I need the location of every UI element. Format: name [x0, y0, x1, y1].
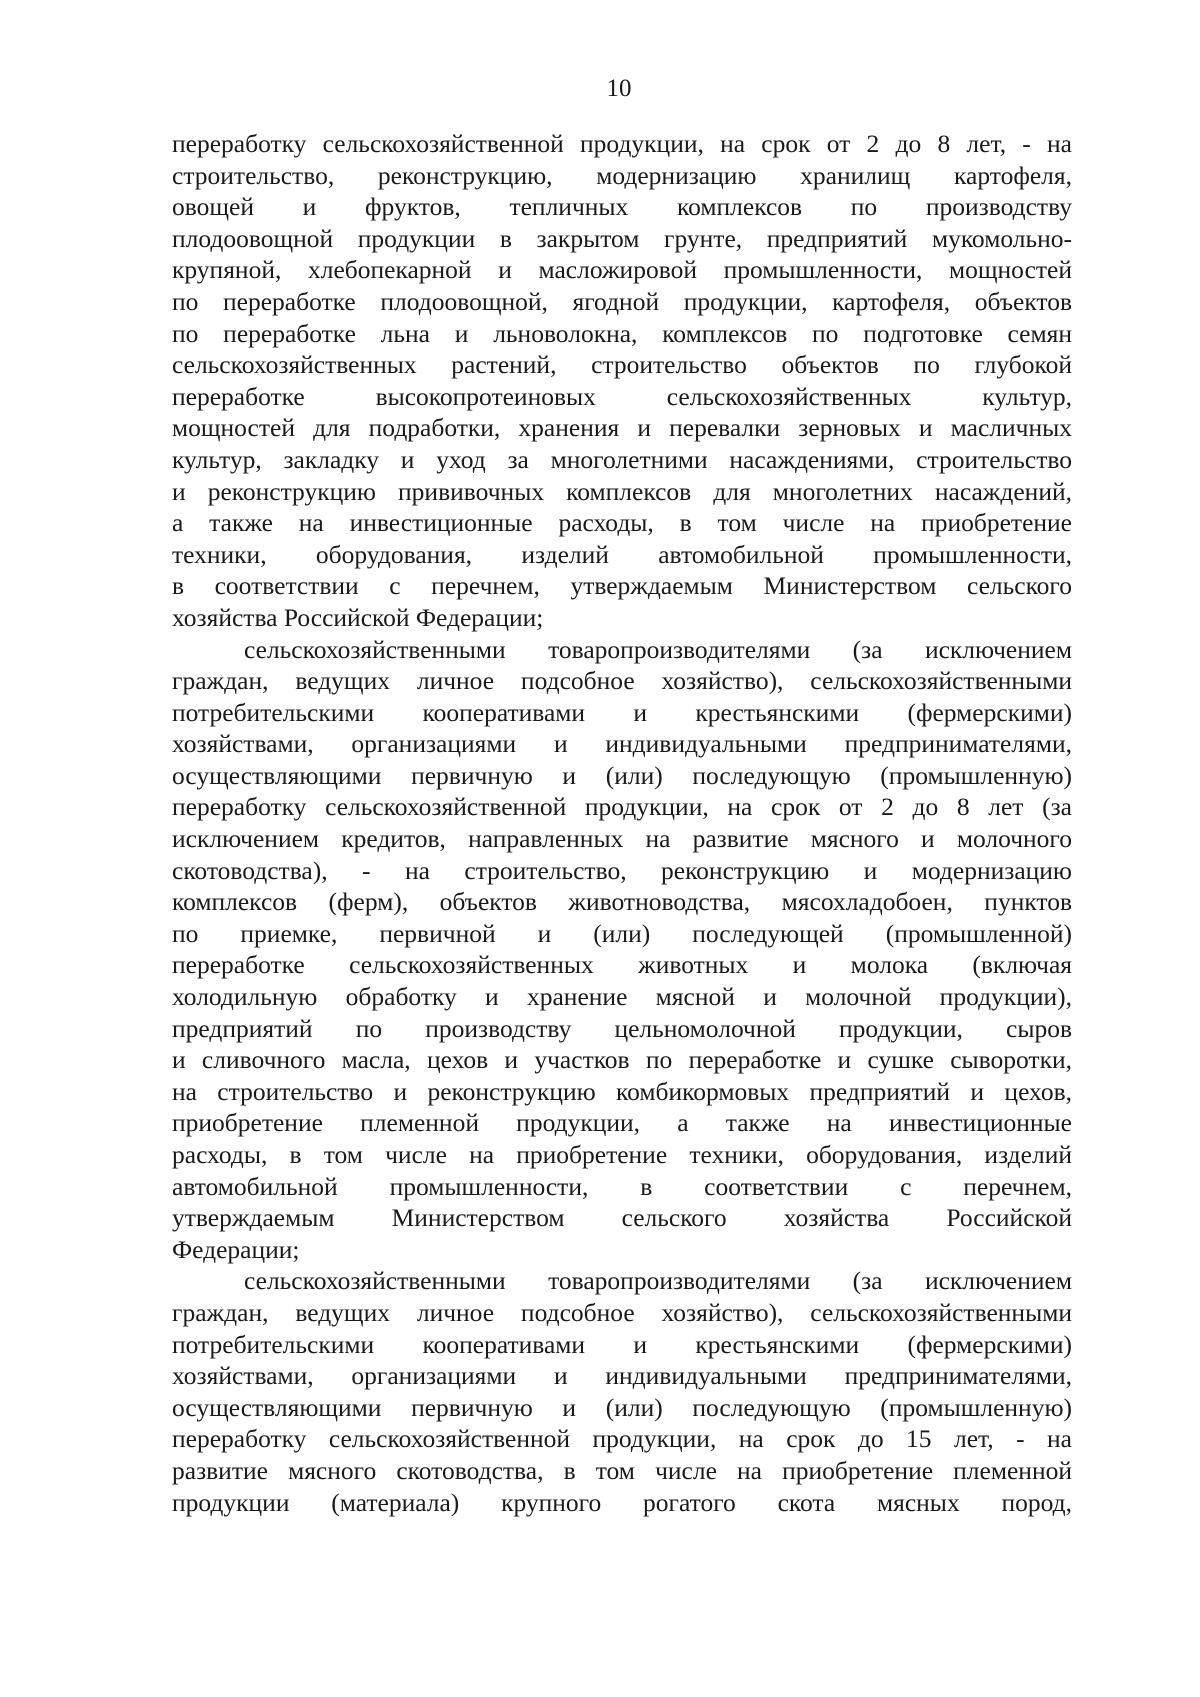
text-line: исключением кредитов, направленных на развитие мясного и молочного: [172, 824, 1072, 854]
text-line: потребительскими кооперативами и крестьянскими (фермерскими): [172, 697, 1072, 727]
text-line: приобретение племенной продукции, а также на инвестиционные: [172, 1108, 1072, 1138]
text-line: переработку сельскохозяйственной продукции, на срок от 2 до 8 лет, - на: [172, 129, 1072, 158]
text-line: и сливочного масла, цехов и участков по переработке и сушке сыворотки,: [172, 1045, 1072, 1075]
text-line: скотоводства), - на строительство, реконструкцию и модернизацию: [172, 855, 1072, 885]
text-line: и реконструкцию прививочных комплексов для многолетних насаждений,: [172, 476, 1072, 506]
text-line: крупяной, хлебопекарной и масложировой промышленности, мощностей: [172, 255, 1072, 285]
body-text: [172, 128, 1072, 1518]
text-line: комплексов (ферм), объектов животноводства, мясохладобоен, пунктов: [172, 887, 1072, 917]
text-line: осуществляющими первичную и (или) последующую (промышленную): [172, 760, 1072, 790]
text-line: развитие мясного скотоводства, в том числе на приобретение племенной: [172, 1455, 1072, 1485]
text-line: переработку сельскохозяйственной продукции, на срок от 2 до 8 лет (за: [172, 792, 1072, 822]
text-line: а также на инвестиционные расходы, в том числе на приобретение: [172, 508, 1072, 538]
text-line: овощей и фруктов, тепличных комплексов по производству: [172, 192, 1072, 222]
text-line: техники, оборудования, изделий автомобильной промышленности,: [172, 539, 1072, 569]
text-line: предприятий по производству цельномолочной продукции, сыров: [172, 1013, 1072, 1043]
text-line: потребительскими кооперативами и крестьянскими (фермерскими): [172, 1329, 1072, 1359]
text-line: по приемке, первичной и (или) последующей (промышленной): [172, 918, 1072, 948]
text-line: сельскохозяйственных растений, строительство объектов по глубокой: [172, 350, 1072, 380]
text-line: по переработке плодоовощной, ягодной продукции, картофеля, объектов: [172, 286, 1072, 316]
paragraph-first-line: сельскохозяйственными товаропроизводителями (за исключением: [244, 1266, 1072, 1296]
text-line: хозяйствами, организациями и индивидуальными предпринимателями,: [172, 729, 1072, 759]
text-line: переработку сельскохозяйственной продукции, на срок до 15 лет, - на: [172, 1424, 1072, 1454]
text-line: культур, закладку и уход за многолетними насаждениями, строительство: [172, 444, 1072, 474]
text-line: в соответствии с перечнем, утверждаемым Министерством сельского: [172, 571, 1072, 601]
text-line: осуществляющими первичную и (или) последующую (промышленную): [172, 1392, 1072, 1422]
text-line: Федерации;: [172, 1234, 300, 1264]
page-number: 10: [606, 75, 632, 102]
text-line: расходы, в том числе на приобретение техники, оборудования, изделий: [172, 1140, 1072, 1169]
text-line: переработке сельскохозяйственных животных и молока (включая: [172, 950, 1072, 980]
text-line: мощностей для подработки, хранения и перевалки зерновых и масличных: [172, 413, 1072, 443]
text-line: строительство, реконструкцию, модернизацию хранилищ картофеля,: [172, 160, 1072, 190]
text-line: утверждаемым Министерством сельского хозяйства Российской: [172, 1203, 1072, 1233]
text-line: граждан, ведущих личное подсобное хозяйство), сельскохозяйственными: [172, 666, 1072, 696]
text-line: по переработке льна и льноволокна, комплексов по подготовке семян: [172, 318, 1072, 348]
text-line: продукции (материала) крупного рогатого скота мясных пород,: [172, 1487, 1072, 1517]
text-line: хозяйствами, организациями и индивидуальными предпринимателями,: [172, 1361, 1072, 1391]
paragraph-first-line: сельскохозяйственными товаропроизводителями (за исключением: [244, 634, 1072, 664]
text-line: на строительство и реконструкцию комбикормовых предприятий и цехов,: [172, 1076, 1072, 1106]
text-line: автомобильной промышленности, в соответствии с перечнем,: [172, 1171, 1072, 1201]
text-line: плодоовощной продукции в закрытом грунте, предприятий мукомольно-: [172, 223, 1072, 253]
text-line: переработке высокопротеиновых сельскохозяйственных культур,: [172, 381, 1072, 411]
text-line: граждан, ведущих личное подсобное хозяйство), сельскохозяйственными: [172, 1297, 1072, 1327]
text-line: хозяйства Российской Федерации;: [172, 602, 544, 632]
text-line: холодильную обработку и хранение мясной и молочной продукции),: [172, 982, 1072, 1012]
